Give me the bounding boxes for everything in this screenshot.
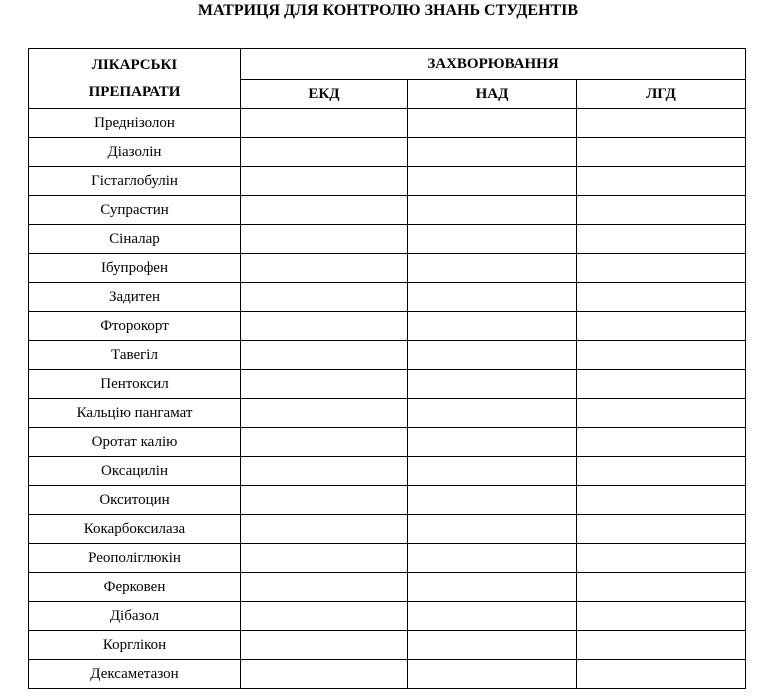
drug-name-cell: Оротат калію [29, 428, 241, 457]
matrix-cell-nad [408, 138, 577, 167]
table-row [29, 457, 746, 486]
drug-name-cell: Оксацилін [29, 457, 241, 486]
matrix-cell-nad [408, 544, 577, 573]
matrix-cell-ekd [241, 428, 408, 457]
drug-name-cell: Корглікон [29, 631, 241, 660]
matrix-cell-lgd [577, 341, 746, 370]
table-row [29, 544, 746, 573]
matrix-cell-nad [408, 254, 577, 283]
matrix-cell-nad [408, 399, 577, 428]
matrix-cell-lgd [577, 631, 746, 660]
matrix-cell-lgd [577, 312, 746, 341]
matrix-cell-ekd [241, 225, 408, 254]
table-row [29, 399, 746, 428]
matrix-cell-nad [408, 167, 577, 196]
matrix-cell-lgd [577, 573, 746, 602]
matrix-cell-nad [408, 486, 577, 515]
drugs-header-line1: ЛІКАРСЬКІ [91, 56, 178, 73]
drug-name-cell: Дексаметазон [29, 660, 241, 689]
matrix-cell-ekd [241, 399, 408, 428]
diseases-group-header: ЗАХВОРЮВАННЯ [241, 49, 746, 80]
table-row [29, 573, 746, 602]
matrix-cell-ekd [241, 486, 408, 515]
matrix-cell-lgd [577, 660, 746, 689]
table-row [29, 602, 746, 631]
matrix-cell-lgd [577, 370, 746, 399]
table-row [29, 138, 746, 167]
matrix-cell-ekd [241, 544, 408, 573]
table-row [29, 515, 746, 544]
matrix-cell-ekd [241, 341, 408, 370]
matrix-cell-ekd [241, 370, 408, 399]
matrix-cell-lgd [577, 515, 746, 544]
table-row [29, 428, 746, 457]
drug-name-cell: Кокарбоксилаза [29, 515, 241, 544]
table-row [29, 283, 746, 312]
matrix-cell-nad [408, 660, 577, 689]
matrix-cell-nad [408, 283, 577, 312]
table-row [29, 109, 746, 138]
drug-name-cell: Сіналар [29, 225, 241, 254]
drug-name-cell: Реополіглюкін [29, 544, 241, 573]
drug-name-cell: Преднізолон [29, 109, 241, 138]
matrix-cell-ekd [241, 312, 408, 341]
drug-name-cell: Задитен [29, 283, 241, 312]
drug-name-cell: Ферковен [29, 573, 241, 602]
matrix-cell-ekd [241, 631, 408, 660]
matrix-cell-lgd [577, 283, 746, 312]
matrix-cell-ekd [241, 515, 408, 544]
drug-name-cell: Фторокорт [29, 312, 241, 341]
document-title: МАТРИЦЯ ДЛЯ КОНТРОЛЮ ЗНАНЬ СТУДЕНТІВ [197, 2, 579, 19]
table-row [29, 486, 746, 515]
matrix-cell-lgd [577, 109, 746, 138]
matrix-cell-nad [408, 515, 577, 544]
drug-name-cell: Пентоксил [29, 370, 241, 399]
table-row [29, 370, 746, 399]
matrix-cell-lgd [577, 399, 746, 428]
matrix-cell-ekd [241, 196, 408, 225]
drug-name-cell: Окситоцин [29, 486, 241, 515]
matrix-cell-nad [408, 341, 577, 370]
matrix-cell-lgd [577, 167, 746, 196]
drug-name-cell: Діазолін [29, 138, 241, 167]
matrix-cell-lgd [577, 602, 746, 631]
matrix-cell-ekd [241, 167, 408, 196]
matrix-cell-nad [408, 602, 577, 631]
table-row [29, 341, 746, 370]
disease-column-ekd: ЕКД [241, 80, 408, 109]
matrix-cell-nad [408, 370, 577, 399]
matrix-cell-lgd [577, 254, 746, 283]
matrix-cell-ekd [241, 254, 408, 283]
matrix-cell-nad [408, 312, 577, 341]
disease-column-lgd: ЛГД [577, 80, 746, 109]
matrix-cell-lgd [577, 225, 746, 254]
matrix-cell-ekd [241, 283, 408, 312]
table-row [29, 312, 746, 341]
drug-name-cell: Гістаглобулін [29, 167, 241, 196]
matrix-cell-lgd [577, 457, 746, 486]
matrix-cell-nad [408, 109, 577, 138]
drug-name-cell: Супрастин [29, 196, 241, 225]
matrix-cell-lgd [577, 196, 746, 225]
matrix-cell-nad [408, 428, 577, 457]
matrix-cell-ekd [241, 109, 408, 138]
drugs-header-line2: ПРЕПАРАТИ [88, 83, 181, 100]
matrix-cell-nad [408, 457, 577, 486]
matrix-cell-nad [408, 196, 577, 225]
drug-name-cell: Ібупрофен [29, 254, 241, 283]
drug-name-cell: Дібазол [29, 602, 241, 631]
matrix-cell-lgd [577, 486, 746, 515]
matrix-cell-ekd [241, 602, 408, 631]
table-row [29, 631, 746, 660]
matrix-cell-nad [408, 573, 577, 602]
matrix-cell-ekd [241, 573, 408, 602]
disease-column-nad: НАД [408, 80, 577, 109]
knowledge-control-matrix [28, 48, 746, 689]
matrix-cell-ekd [241, 138, 408, 167]
drug-name-cell: Кальцію пангамат [29, 399, 241, 428]
drug-name-cell: Тавегіл [29, 341, 241, 370]
matrix-cell-nad [408, 631, 577, 660]
table-row [29, 225, 746, 254]
matrix-cell-nad [408, 225, 577, 254]
matrix-cell-lgd [577, 138, 746, 167]
table-row [29, 254, 746, 283]
matrix-cell-lgd [577, 428, 746, 457]
drugs-column-header [29, 49, 241, 109]
matrix-cell-lgd [577, 544, 746, 573]
matrix-cell-ekd [241, 457, 408, 486]
table-row [29, 660, 746, 689]
matrix-cell-ekd [241, 660, 408, 689]
table-row [29, 196, 746, 225]
table-row [29, 167, 746, 196]
matrix-body [29, 109, 746, 689]
